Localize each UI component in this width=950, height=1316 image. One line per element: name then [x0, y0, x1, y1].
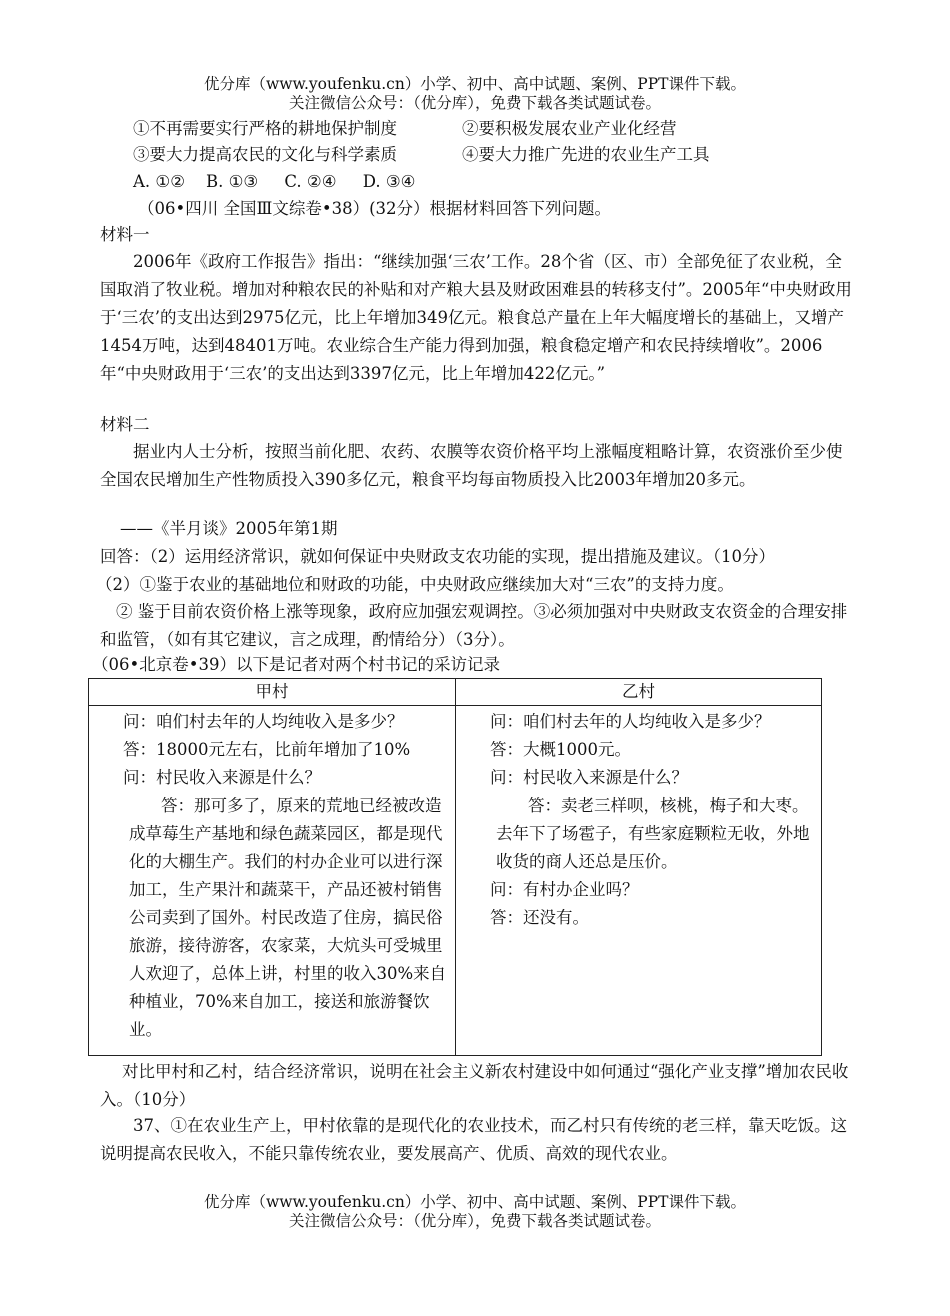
village-a-a2: 答：那可多了，原来的荒地已经被改造成草莓生产基地和绿色蔬菜园区，都是现代化的大棚生产。我们的村办企业可以进行深加工，生产果汁和蔬菜干，产品还被村销售公司卖到了国外。村民改造了住房，搞民俗旅游，接待游客，农家菜，大炕头可受城里人欢迎了，总体上讲，村里的收入30%来自种植业，70%来自加工，接送和旅游餐饮业。 — [129, 796, 447, 1039]
material-2-title: 材料二 — [100, 415, 150, 434]
material-1-text: 2006年《政府工作报告》指出：“继续加强‘三农’工作。28个省（区、市）全部免征了农业税，全国取消了牧业税。增加对种粮农民的补贴和对产粮大县及财政困难县的转移支付”。2005年“中央财政用于‘三农’的支出达到2975亿元，比上年增加349亿元。粮食总产量在上年大幅度增长的基础上，又增产1454万吨，达到48401万吨。农业综合生产能力得到加强，粮食稳定增产和农民持续增收”。2006年“中央财政用于‘三农’的支出达到3397亿元，比上年增加422亿元。” — [100, 252, 852, 383]
page-footer-line-2: 关注微信公众号：（优分库），免费下载各类试题试卷。 — [288, 1212, 661, 1230]
village-b-a3: 答：还没有。 — [490, 908, 589, 927]
option-3: ③要大力提高农民的文化与科学素质 — [133, 145, 397, 164]
material-2-source: ——《半月谈》2005年第1期 — [120, 519, 338, 538]
page-header-line-2: 关注微信公众号：（优分库），免费下载各类试题试卷。 — [288, 94, 661, 112]
page-footer-line-1: 优分库（www.youfenku.cn）小学、初中、高中试题、案例、PPT课件下载。 — [203, 1193, 747, 1211]
answer-choices: A. ①② B. ①③ C. ②④ D. ③④ — [133, 172, 416, 191]
question-2 — [100, 1058, 856, 1114]
village-b-header: 乙村 — [456, 679, 822, 706]
village-a-q1: 问：咱们村去年的人均纯收入是多少？ — [123, 712, 404, 731]
village-b-q1: 问：咱们村去年的人均纯收入是多少？ — [490, 712, 771, 731]
village-b-cell — [456, 706, 822, 1056]
question-2-source: （06•北京卷•39）以下是记者对两个村书记的采访记录 — [92, 655, 500, 674]
material-1 — [100, 248, 856, 388]
village-a-cell — [89, 706, 456, 1056]
answer-part-1: （2）①鉴于农业的基础地位和财政的功能，中央财政应继续加大对“三农”的支持力度。 — [96, 575, 734, 594]
option-4: ④要大力推广先进的农业生产工具 — [462, 145, 710, 164]
question-text: 回答：（2）运用经济常识，就如何保证中央财政支农功能的实现，提出措施及建议。（10分） — [100, 547, 775, 566]
village-b-q2: 问：村民收入来源是什么？ — [490, 768, 688, 787]
question-2-text: 对比甲村和乙村，结合经济常识，说明在社会主义新农村建设中如何通过“强化产业支撑”增加农民收入。（10分） — [100, 1062, 849, 1109]
village-a-q2: 问：村民收入来源是什么？ — [123, 768, 321, 787]
material-1-title: 材料一 — [100, 225, 150, 244]
material-2-text: 据业内人士分析，按照当前化肥、农药、农膜等农资价格平均上涨幅度粗略计算，农资涨价至少使全国农民增加生产性物质投入390多亿元，粮食平均每亩物质投入比2003年增加20多元。 — [100, 442, 843, 489]
village-a-header: 甲村 — [89, 679, 456, 706]
village-a-a1: 答：18000元左右，比前年增加了10% — [123, 740, 411, 759]
page-header-line-1: 优分库（www.youfenku.cn）小学、初中、高中试题、案例、PPT课件下载。 — [203, 75, 747, 93]
option-1: ①不再需要实行严格的耕地保护制度 — [133, 119, 397, 138]
answer-part-2-text: ② 鉴于目前农资价格上涨等现象，政府应加强宏观调控。③必须加强对中央财政支农资金的合理安排和监管，（如有其它建议，言之成理，酌情给分）（3分）。 — [100, 602, 848, 649]
material-2 — [100, 438, 856, 494]
answer-37-text: 37、①在农业生产上，甲村依靠的是现代化的农业技术，而乙村只有传统的老三样，靠天吃饭。这说明提高农民收入，不能只靠传统农业，要发展高产、优质、高效的现代农业。 — [100, 1116, 847, 1163]
village-b-q3: 问：有村办企业吗？ — [490, 880, 639, 899]
option-2: ②要积极发展农业产业化经营 — [462, 119, 677, 138]
answer-part-2 — [100, 598, 856, 654]
village-b-a1: 答：大概1000元。 — [490, 740, 631, 759]
answer-37 — [100, 1112, 856, 1168]
question-source: （06•四川 全国Ⅲ文综卷•38）(32分）根据材料回答下列问题。 — [138, 199, 612, 218]
interview-table — [88, 678, 822, 1056]
village-b-a2: 答：卖老三样呗，核桃，梅子和大枣。去年下了场雹子，有些家庭颗粒无收，外地收货的商人还总是压价。 — [496, 796, 810, 871]
